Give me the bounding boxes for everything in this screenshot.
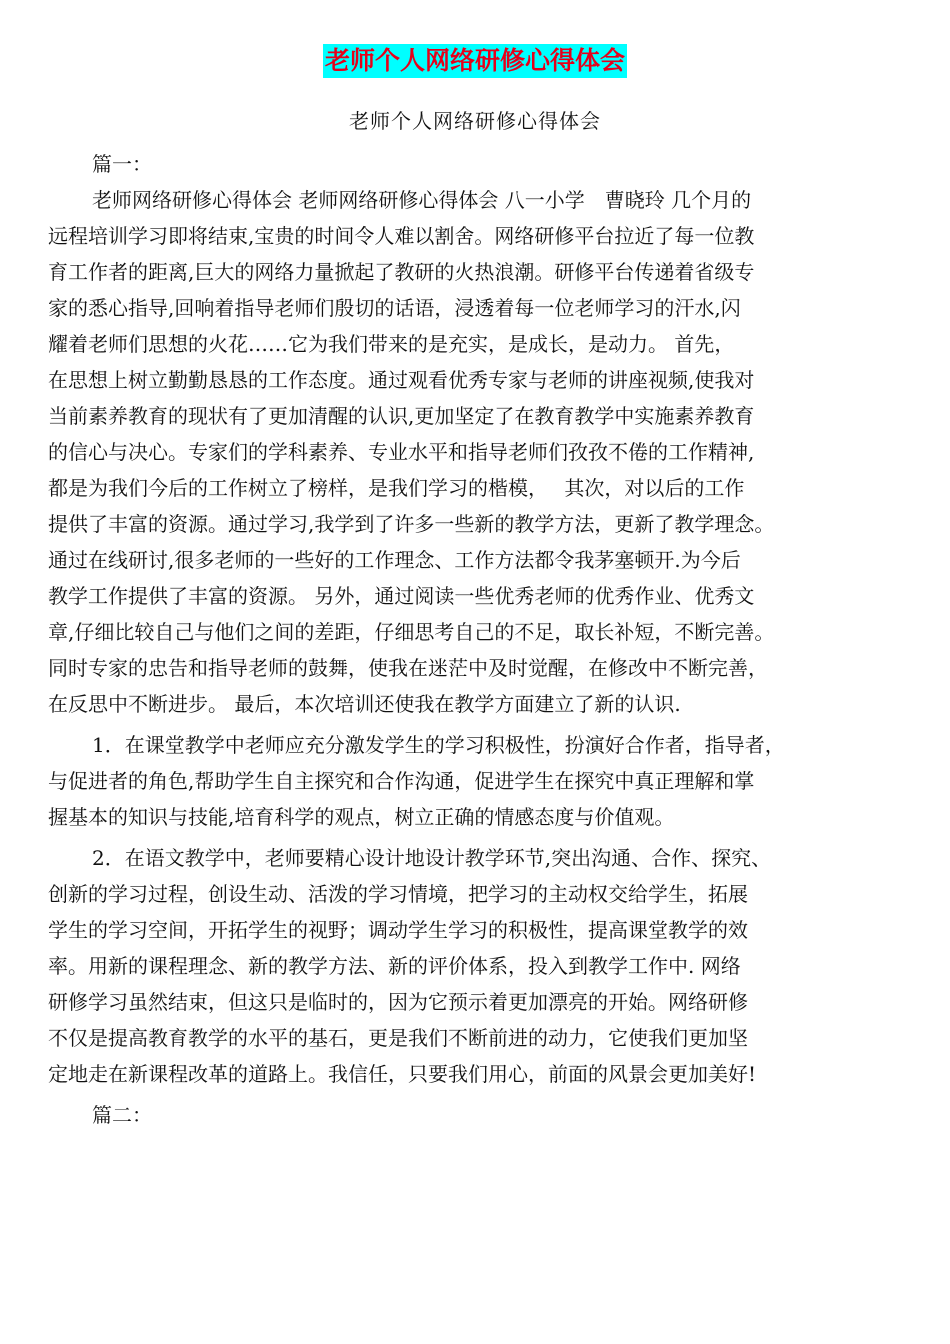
text-line: 章,仔细比较自己与他们之间的差距，仔细思考自己的不足，取长补短，不断完善。 bbox=[48, 620, 775, 644]
text-line: 通过在线研讨,很多老师的一些好的工作理念、工作方法都令我茅塞顿开.为今后 bbox=[48, 548, 741, 572]
text-line: 家的悉心指导,回响着指导老师们殷切的话语，浸透着每一位老师学习的汗水,闪 bbox=[48, 296, 741, 320]
text-line: 老师网络研修心得体会 老师网络研修心得体会 八一小学 曹晓玲 几个月的 bbox=[92, 188, 752, 212]
text-line: 当前素养教育的现状有了更加清醒的认识,更加坚定了在教育教学中实施素养教育 bbox=[48, 404, 755, 428]
title-container bbox=[0, 44, 950, 78]
text-line: 学生的学习空间，开拓学生的视野；调动学生学习的积极性，提高课堂教学的效 bbox=[48, 918, 748, 942]
text-line: 不仅是提高教育教学的水平的基石，更是我们不断前进的动力，它使我们更加坚 bbox=[48, 1026, 748, 1050]
text-line: 同时专家的忠告和指导老师的鼓舞，使我在迷茫中及时觉醒，在修改中不断完善， bbox=[48, 656, 768, 680]
text-line: 创新的学习过程，创设生动、活泼的学习情境，把学习的主动权交给学生，拓展 bbox=[48, 882, 748, 906]
text-line: 耀着老师们思想的火花……它为我们带来的是充实，是成长，是动力。 首先， bbox=[48, 332, 735, 356]
text-line: 1．在课堂教学中老师应充分激发学生的学习积极性，扮演好合作者，指导者， bbox=[92, 733, 785, 757]
document-subtitle: 老师个人网络研修心得体会 bbox=[349, 109, 601, 133]
text-line: 研修学习虽然结束，但这只是临时的，因为它预示着更加漂亮的开始。网络研修 bbox=[48, 990, 748, 1014]
text-line: 在反思中不断进步。 最后，本次培训还使我在教学方面建立了新的认识. bbox=[48, 692, 681, 716]
document-body bbox=[48, 146, 896, 1133]
text-line: 远程培训学习即将结束,宝贵的时间令人难以割舍。网络研修平台拉近了每一位教 bbox=[48, 224, 755, 248]
text-line: 在思想上树立勤勤恳恳的工作态度。通过观看优秀专家与老师的讲座视频,使我对 bbox=[48, 368, 755, 392]
text-line: 率。用新的课程理念、新的教学方法、新的评价体系，投入到教学工作中. 网络 bbox=[48, 954, 741, 978]
text-line: 2．在语文教学中，老师要精心设计地设计教学环节,突出沟通、合作、探究、 bbox=[92, 846, 772, 870]
text-line: 与促进者的角色,帮助学生自主探究和合作沟通，促进学生在探究中真正理解和掌 bbox=[48, 769, 755, 793]
section-heading: 篇一： bbox=[92, 152, 152, 176]
document-title: 老师个人网络研修心得体会 bbox=[323, 44, 627, 78]
text-line: 都是为我们今后的工作树立了榜样，是我们学习的楷模， 其次，对以后的工作 bbox=[48, 476, 745, 500]
text-line: 教学工作提供了丰富的资源。 另外，通过阅读一些优秀老师的优秀作业、优秀文 bbox=[48, 584, 755, 608]
text-line: 握基本的知识与技能,培育科学的观点，树立正确的情感态度与价值观。 bbox=[48, 805, 675, 829]
section-heading: 篇二： bbox=[92, 1103, 152, 1127]
text-line: 定地走在新课程改革的道路上。我信任，只要我们用心，前面的风景会更加美好! bbox=[48, 1062, 757, 1086]
text-line: 的信心与决心。专家们的学科素养、专业水平和指导老师们孜孜不倦的工作精神, bbox=[48, 440, 755, 464]
text-line: 提供了丰富的资源。通过学习,我学到了许多一些新的教学方法，更新了教学理念。 bbox=[48, 512, 775, 536]
text-line: 育工作者的距离,巨大的网络力量掀起了教研的火热浪潮。研修平台传递着省级专 bbox=[48, 260, 755, 284]
